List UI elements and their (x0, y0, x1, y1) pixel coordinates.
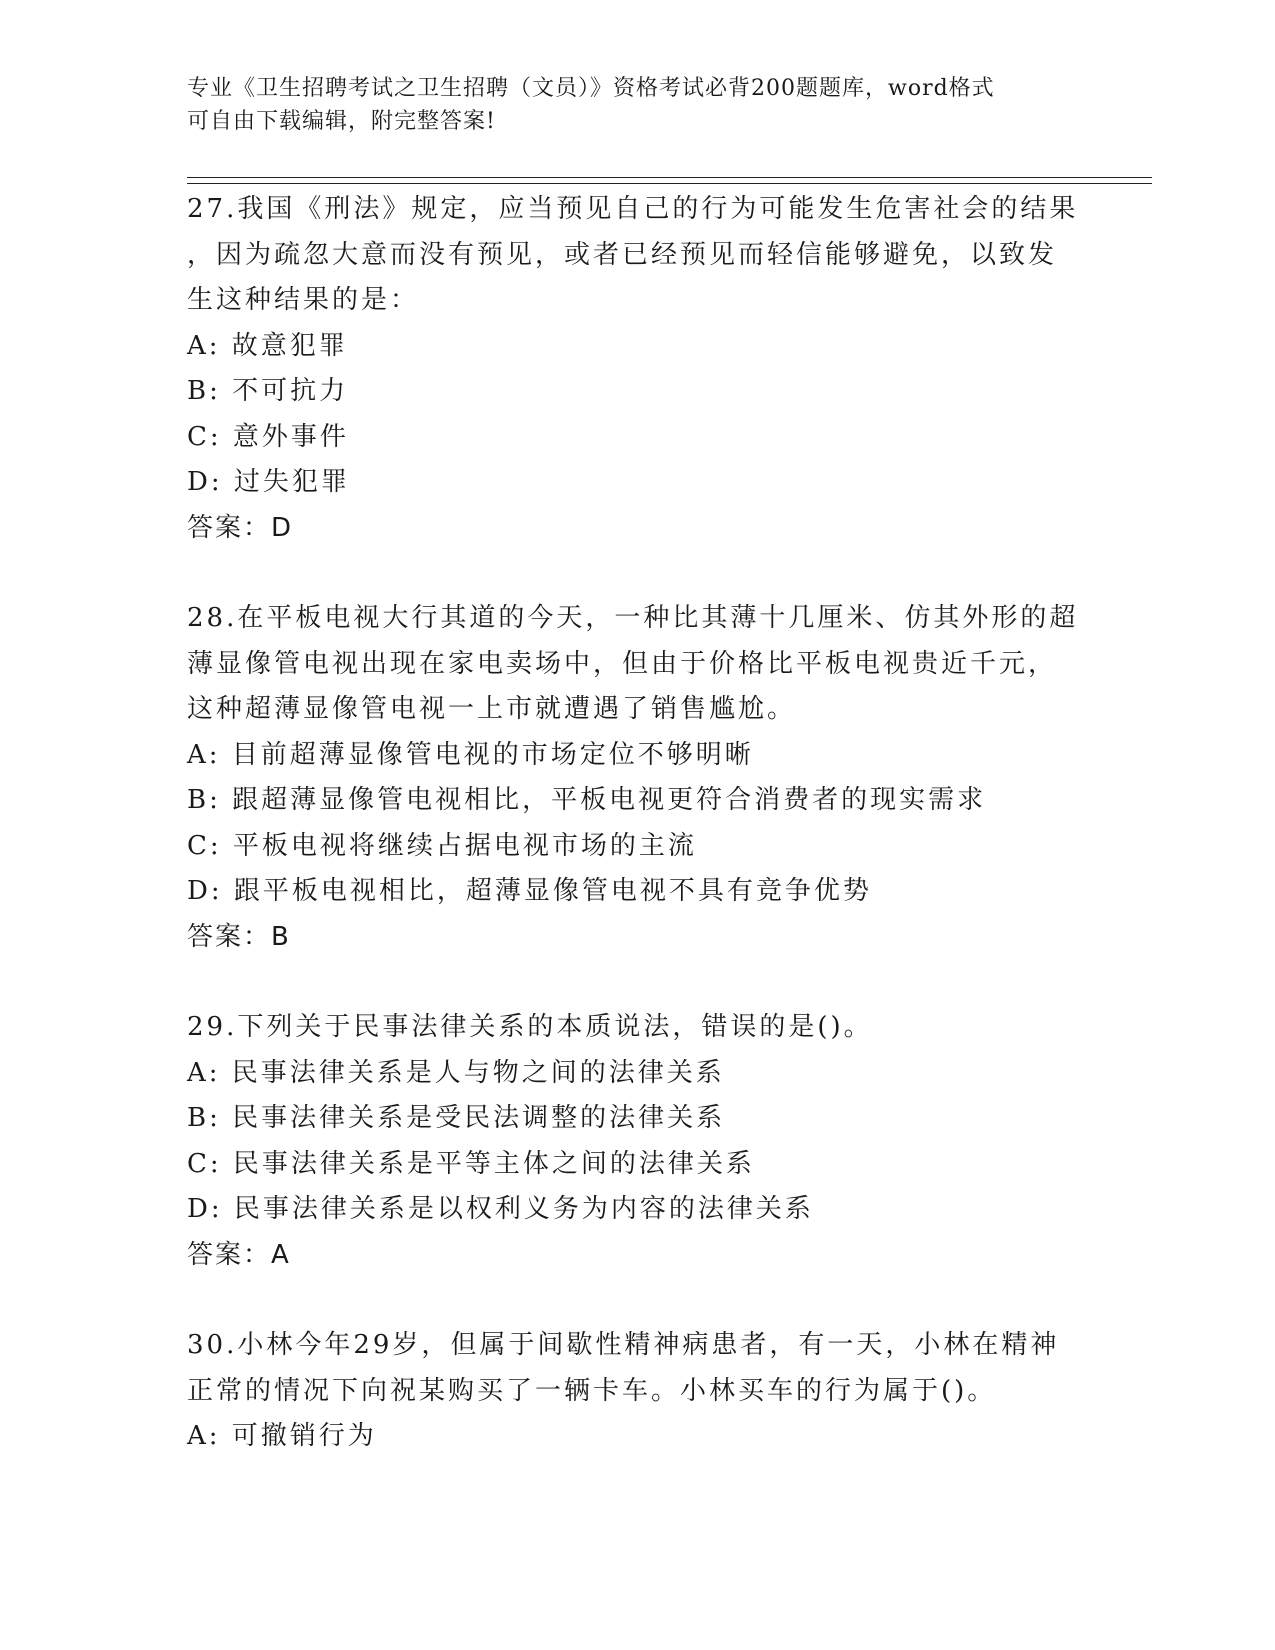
answer-label: 答案：D (187, 512, 294, 543)
question-28 (187, 596, 1087, 960)
option-d: D: 民事法律关系是以权利义务为内容的法律关系 (187, 1194, 814, 1224)
option-a: A: 故意犯罪 (187, 330, 348, 361)
option-a: A: 目前超薄显像管电视的市场定位不够明晰 (187, 739, 754, 770)
header-line-1: 专业《卫生招聘考试之卫生招聘（文员）》资格考试必背200题题库，word格式 (187, 76, 995, 101)
option-b: B: 跟超薄显像管电视相比，平板电视更符合消费者的现实需求 (187, 785, 987, 815)
option-c: C: 意外事件 (187, 421, 349, 452)
question-stem-line: ，因为疏忽大意而没有预见，或者已经预见而轻信能够避免，以致发 (187, 239, 1058, 270)
question-stem-line: 30.小林今年29岁，但属于间歇性精神病患者，有一天，小林在精神 (187, 1330, 1060, 1360)
question-stem-line: 29.下列关于民事法律关系的本质说法，错误的是()。 (187, 1012, 873, 1042)
option-d: D: 过失犯罪 (187, 467, 350, 497)
header-divider-bottom (187, 183, 1152, 184)
option-b: B: 不可抗力 (187, 376, 349, 406)
option-a: A: 民事法律关系是人与物之间的法律关系 (187, 1057, 725, 1088)
answer-label: 答案：B (187, 921, 291, 952)
question-stem-line: 27.我国《刑法》规定，应当预见自己的行为可能发生危害社会的结果 (187, 194, 1079, 224)
question-stem-line: 薄显像管电视出现在家电卖场中，但由于价格比平板电视贵近千元， (187, 648, 1058, 679)
question-stem-line: 正常的情况下向祝某购买了一辆卡车。小林买车的行为属于()。 (187, 1375, 997, 1406)
option-a: A: 可撤销行为 (187, 1421, 377, 1451)
question-stem-line: 28.在平板电视大行其道的今天，一种比其薄十几厘米、仿其外形的超 (187, 603, 1079, 633)
question-stem-line: 生这种结果的是： (187, 285, 420, 315)
question-list (187, 187, 1087, 1460)
option-b: B: 民事法律关系是受民法调整的法律关系 (187, 1103, 726, 1133)
question-29 (187, 1005, 1087, 1278)
option-c: C: 平板电视将继续占据电视市场的主流 (187, 830, 697, 861)
option-d: D: 跟平板电视相比，超薄显像管电视不具有竞争优势 (187, 876, 872, 906)
question-30 (187, 1323, 1087, 1460)
header-line-2: 可自由下载编辑，附完整答案! (187, 109, 496, 134)
question-27 (187, 187, 1087, 551)
option-c: C: 民事法律关系是平等主体之间的法律关系 (187, 1148, 755, 1179)
answer-label: 答案：A (187, 1239, 291, 1270)
header-divider-top (187, 177, 1152, 178)
document-header (187, 72, 1067, 138)
question-stem-line: 这种超薄显像管电视一上市就遭遇了销售尴尬。 (187, 694, 797, 724)
